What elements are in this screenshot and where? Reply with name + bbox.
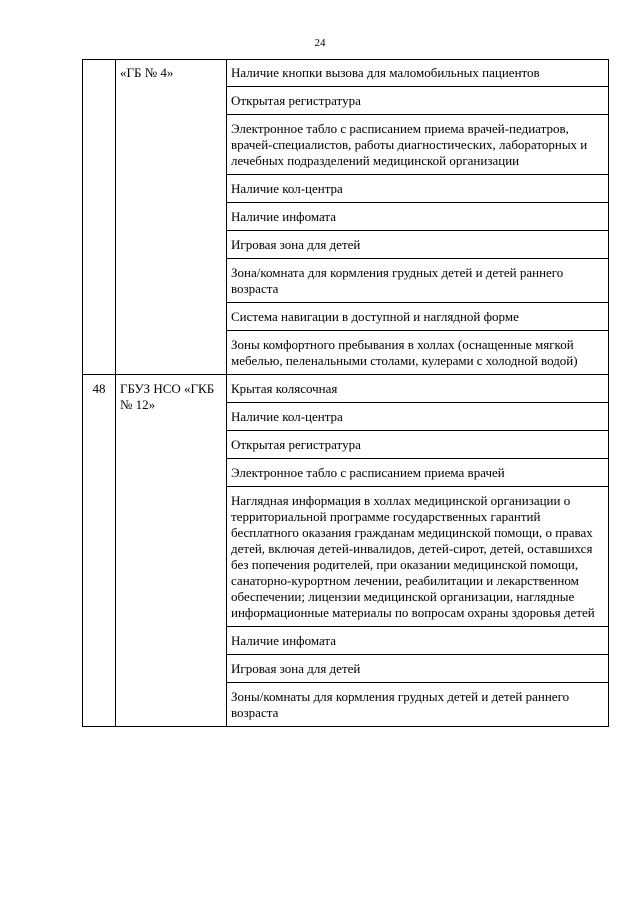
facility-item: Зоны/комнаты для кормления грудных детей и детей раннего возраста (227, 683, 609, 727)
facility-item: Наличие кол-центра (227, 403, 609, 431)
facility-item: Наличие инфомата (227, 203, 609, 231)
facility-item: Зоны комфортного пребывания в холлах (оснащенные мягкой мебелью, пеленальными столами, кулерами с холодной водой) (227, 331, 609, 375)
facility-item: Наличие кол-центра (227, 175, 609, 203)
facility-item: Игровая зона для детей (227, 231, 609, 259)
organization-cell: ГБУЗ НСО «ГКБ № 12» (116, 375, 227, 727)
facility-item: Наличие инфомата (227, 627, 609, 655)
page-number: 24 (314, 37, 326, 49)
facility-item: Система навигации в доступной и наглядной форме (227, 303, 609, 331)
facility-item: Крытая колясочная (227, 375, 609, 403)
facilities-table (82, 59, 609, 727)
table-row (83, 60, 609, 87)
facility-item: Открытая регистратура (227, 87, 609, 115)
row-number-cell (83, 60, 116, 375)
facility-item: Игровая зона для детей (227, 655, 609, 683)
facility-item: Электронное табло с расписанием приема врачей-педиатров, врачей-специалистов, работы диагностических, лабораторных и лечебных подразделений медицинской организации (227, 115, 609, 175)
row-number-cell: 48 (83, 375, 116, 727)
facility-item: Электронное табло с расписанием приема врачей (227, 459, 609, 487)
organization-cell: «ГБ № 4» (116, 60, 227, 375)
facility-item: Наличие кнопки вызова для маломобильных пациентов (227, 60, 609, 87)
table-row (83, 375, 609, 403)
facility-item: Открытая регистратура (227, 431, 609, 459)
facility-item: Наглядная информация в холлах медицинской организации о территориальной программе государственных гарантий бесплатного оказания гражданам медицинской помощи, о правах детей, включая детей-инвалидов, детей-сирот, детей, оставшихся без попечения родителей, при оказании медицинской помощи, санаторно-курортном лечении, реабилитации и лекарственном обеспечении; лицензии медицинской организации, наглядные информационные материалы по вопросам охраны здоровья детей (227, 487, 609, 627)
facility-item: Зона/комната для кормления грудных детей и детей раннего возраста (227, 259, 609, 303)
